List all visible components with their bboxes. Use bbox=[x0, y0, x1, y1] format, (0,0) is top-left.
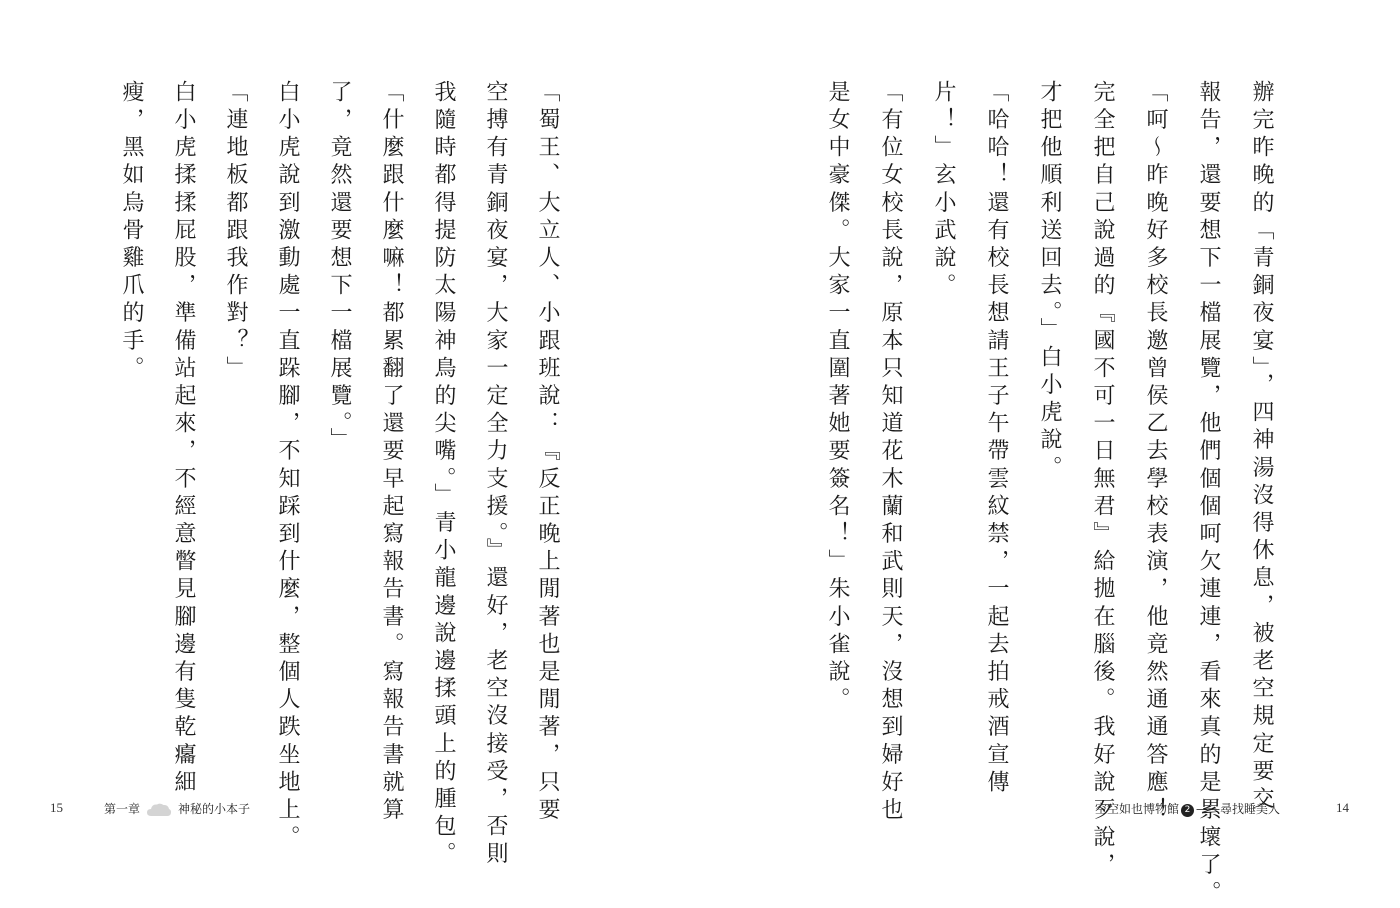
chapter-label: 第一章 bbox=[104, 802, 141, 816]
text-column: 我隨時都得提防太陽神鳥的尖嘴。」青小龍邊說邊揉頭上的腫包。 bbox=[431, 80, 456, 870]
text-column: 白小虎說到激動處一直跺腳，不知踩到什麼，整個人跌坐地上。 bbox=[275, 80, 300, 853]
page-footer bbox=[1336, 800, 1349, 816]
text-column: 了，竟然還要想下一檔展覽。」 bbox=[327, 80, 352, 456]
book-title: 空空如也博物館 bbox=[1095, 802, 1180, 816]
chapter-title: 神秘的小本子 bbox=[178, 802, 251, 816]
text-column: 辦完昨晚的「青銅夜宴」，四神湯沒得休息，被老空規定要交 bbox=[1249, 80, 1274, 815]
text-column: 報告，還要想下一檔展覽，他們個個呵欠連連，看來真的是累壞了。 bbox=[1196, 80, 1221, 908]
text-column: 片！」玄小武說。 bbox=[931, 80, 956, 301]
left-page bbox=[0, 0, 700, 870]
cloud-icon bbox=[146, 802, 172, 818]
book-title-header bbox=[1095, 800, 1280, 817]
text-column: 才把他順利送回去。」白小虎說。 bbox=[1037, 80, 1062, 483]
text-column: 空搏有青銅夜宴，大家一定全力支援。』還好，老空沒接受，否則 bbox=[483, 80, 508, 870]
text-column: 完全把自己說過的『國不可一日無君』給拋在腦後。我好說歹說， bbox=[1090, 80, 1115, 881]
page-number: 14 bbox=[1336, 800, 1349, 815]
volume-badge: 2 bbox=[1181, 804, 1194, 817]
text-column: 「呵～昨晚好多校長邀曾侯乙去學校表演，他竟然通通答應！ bbox=[1143, 80, 1168, 826]
book-subtitle: ——尋找睡美人 bbox=[1196, 802, 1281, 816]
right-page bbox=[700, 0, 1400, 908]
text-column: 是女中豪傑。大家一直圍著她要簽名！」朱小雀說。 bbox=[825, 80, 850, 715]
text-column: 「有位女校長說，原本只知道花木蘭和武則天，沒想到婦好也 bbox=[878, 80, 903, 826]
chapter-header bbox=[104, 800, 250, 818]
page-number: 15 bbox=[50, 800, 63, 815]
page-footer bbox=[50, 800, 63, 816]
text-column: 「連地板都跟我作對？」 bbox=[223, 80, 248, 384]
text-column: 「哈哈！還有校長想請王子午帶雲紋禁，一起去拍戒酒宣傳 bbox=[984, 80, 1009, 798]
text-column: 「蜀王、大立人、小跟班說：『反正晚上閒著也是閒著，只要 bbox=[535, 80, 560, 826]
text-column: 「什麼跟什麼嘛！都累翻了還要早起寫報告書。寫報告書就算 bbox=[379, 80, 404, 826]
text-column: 白小虎揉揉屁股，準備站起來，不經意瞥見腳邊有隻乾癟細 bbox=[171, 80, 196, 798]
text-column: 瘦，黑如烏骨雞爪的手。 bbox=[119, 80, 144, 384]
